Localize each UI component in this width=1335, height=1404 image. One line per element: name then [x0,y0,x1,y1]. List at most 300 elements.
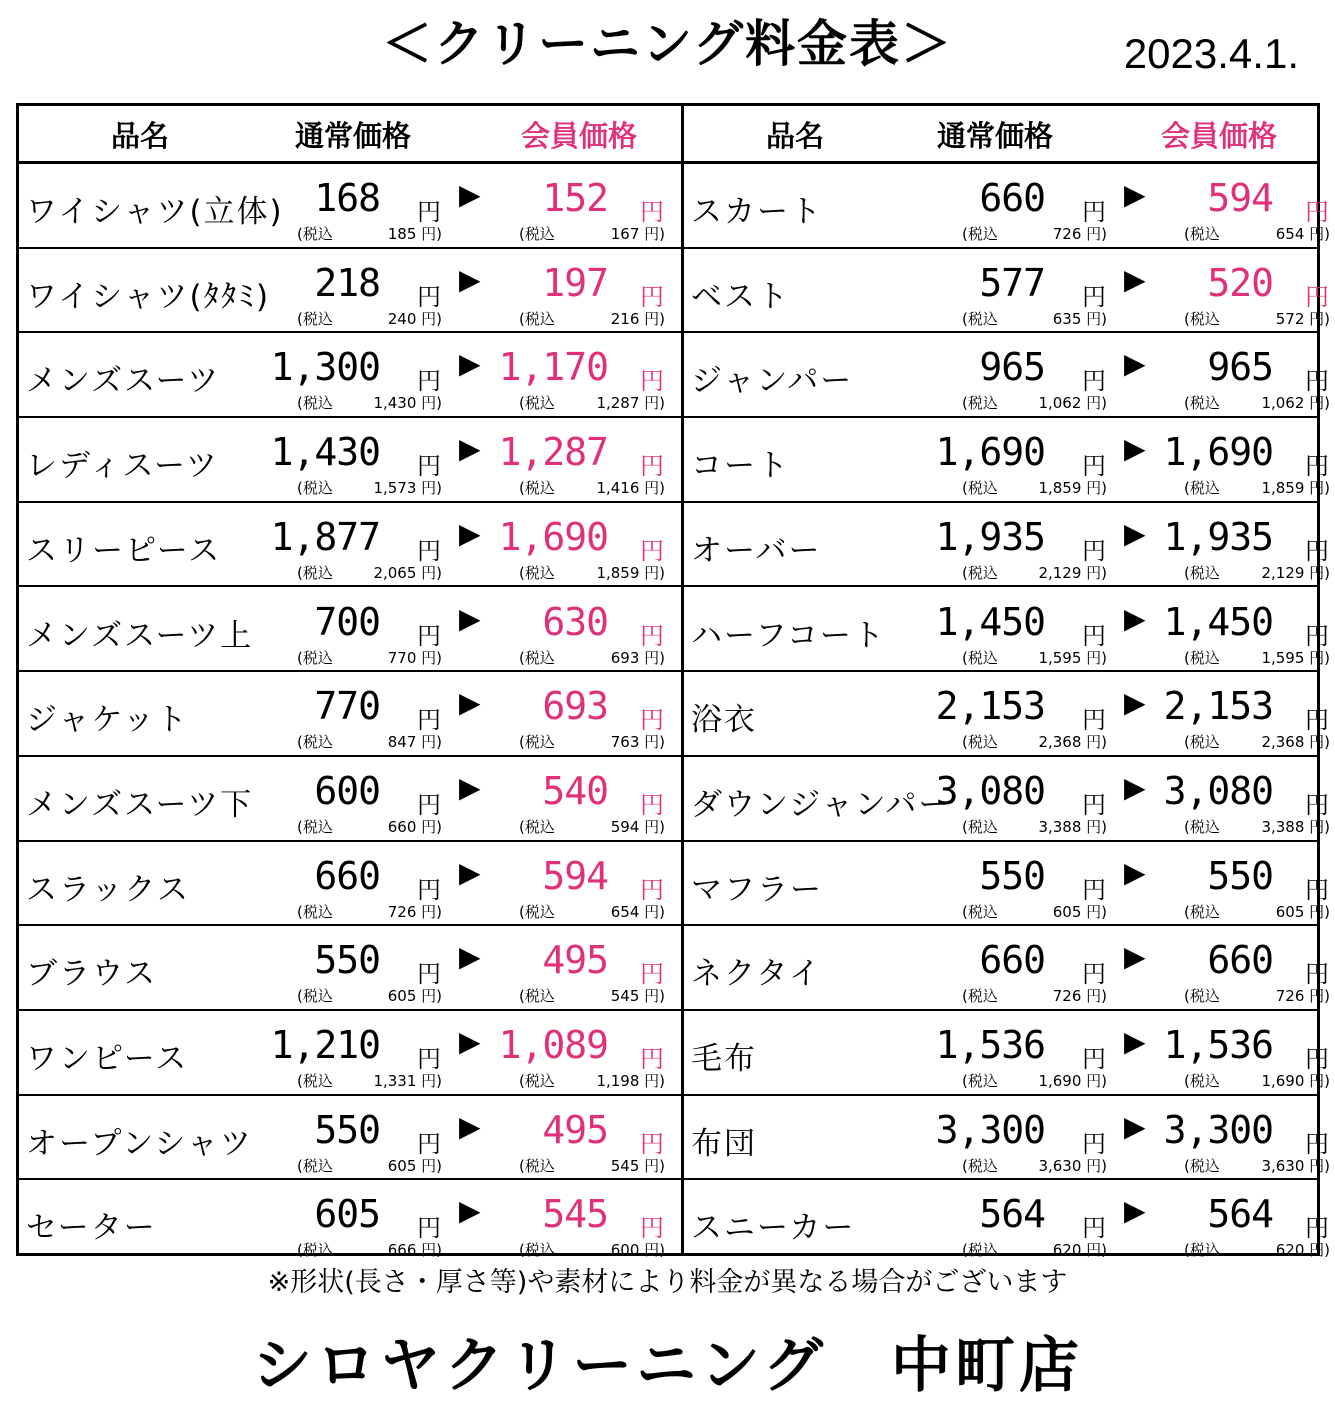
tax-label: (税込 [962,479,998,498]
member-price-with-tax: 2,129 円) [1261,563,1330,582]
price-entry [684,672,1335,755]
member-price: 594 [1207,176,1273,220]
arrow-icon: ▶ [1124,770,1146,804]
yen-unit: 円 [1082,282,1106,311]
item-name: ワイシャツ(ﾀﾀﾐ) [26,278,271,315]
regular-price: 660 [314,853,380,898]
tax-label: (税込 [297,1241,333,1260]
price-entry [19,249,680,332]
item-name: スリーピース [26,532,222,569]
member-price: 1,287 [498,430,608,475]
regular-price: 2,153 [935,684,1045,729]
member-price-with-tax: 572 円) [1275,309,1330,328]
tax-label: (税込 [1184,225,1220,243]
price-entry [684,418,1335,501]
yen-unit: 円 [417,621,441,650]
regular-price-with-tax: 605 円) [387,1156,442,1175]
tax-label: (税込 [1184,733,1220,752]
yen-unit: 円 [1082,1214,1106,1243]
yen-unit: 円 [1305,621,1329,650]
effective-date: 2023.4.1. [1123,30,1299,77]
arrow-icon: ▶ [459,601,481,635]
regular-price-with-tax: 1,062 円) [1038,394,1107,413]
member-price: 197 [542,260,608,305]
member-price-with-tax: 654 円) [610,902,665,921]
tax-label: (税込 [519,309,555,328]
table-row [19,333,1330,418]
yen-unit: 円 [1305,875,1329,904]
item-name: スカート [691,194,823,230]
arrow-icon: ▶ [1124,855,1146,889]
tax-label: (税込 [519,987,555,1006]
member-price-with-tax: 1,198 円) [596,1072,665,1090]
regular-price: 218 [314,260,380,305]
tax-label: (税込 [519,563,555,582]
regular-price: 600 [314,768,380,813]
arrow-icon: ▶ [1124,1109,1146,1143]
arrow-icon: ▶ [459,1194,481,1228]
yen-unit: 円 [417,960,441,989]
price-entry [19,672,680,755]
member-price: 1,170 [498,345,608,390]
yen-unit: 円 [640,1214,664,1243]
yen-unit: 円 [640,282,664,311]
regular-price: 1,210 [270,1023,380,1067]
yen-unit: 円 [1305,367,1329,396]
item-name: スラックス [26,871,191,908]
arrow-icon: ▶ [459,686,481,720]
header-item-name-left: 品名 [111,119,170,153]
item-name: メンズスーツ [26,363,221,400]
regular-price-with-tax: 605 円) [387,987,442,1006]
price-entry [19,1011,680,1094]
yen-unit: 円 [640,621,664,650]
member-price: 564 [1207,1192,1273,1237]
item-name: ネクタイ [691,956,822,993]
member-price-with-tax: 1,062 円) [1261,394,1330,413]
yen-unit: 円 [417,1129,441,1158]
regular-price-with-tax: 660 円) [387,817,442,836]
member-price: 965 [1207,345,1273,390]
yen-unit: 円 [1305,282,1329,311]
regular-price-with-tax: 185 円) [387,225,442,243]
arrow-icon: ▶ [1124,1194,1146,1228]
tax-label: (税込 [1184,648,1220,667]
table-row [19,672,1330,757]
yen-unit: 円 [417,452,441,481]
regular-price: 564 [979,1192,1045,1237]
item-name: セーター [26,1210,157,1247]
member-price: 660 [1207,938,1273,983]
item-name: ハーフコート [691,617,886,654]
member-price-with-tax: 1,690 円) [1261,1072,1330,1090]
regular-price: 550 [314,1107,380,1152]
regular-price: 3,300 [935,1107,1045,1152]
regular-price-with-tax: 635 円) [1052,309,1107,328]
regular-price: 1,877 [270,514,380,559]
price-entry [684,926,1335,1009]
tax-label: (税込 [519,902,555,921]
tax-label: (税込 [297,648,333,667]
item-name: オーバー [691,532,822,569]
member-price-with-tax: 1,287 円) [596,394,665,413]
yen-unit: 円 [417,1214,441,1243]
yen-unit: 円 [1082,790,1106,819]
tax-label: (税込 [962,1072,998,1090]
regular-price: 550 [314,938,380,983]
arrow-icon: ▶ [459,262,481,296]
price-entry [19,418,680,501]
tax-label: (税込 [1184,1241,1220,1260]
arrow-icon: ▶ [1124,1025,1146,1058]
member-price-with-tax: 654 円) [1275,225,1330,243]
price-entry [684,842,1335,925]
item-name: ジャンパー [691,363,854,400]
member-price: 550 [1207,853,1273,898]
member-price-with-tax: 3,630 円) [1261,1156,1330,1175]
regular-price-with-tax: 847 円) [387,733,442,752]
price-entry [19,757,680,840]
tax-label: (税込 [519,817,555,836]
price-entry [19,1180,680,1265]
yen-unit: 円 [417,367,441,396]
member-price-with-tax: 545 円) [610,987,665,1006]
tax-label: (税込 [1184,394,1220,413]
table-row [19,1180,1330,1265]
item-name: ワイシャツ(立体) [26,194,284,230]
member-price-with-tax: 167 円) [610,225,665,243]
arrow-icon: ▶ [459,347,481,381]
item-name: 浴衣 [691,702,757,739]
regular-price-with-tax: 620 円) [1052,1241,1107,1260]
member-price-with-tax: 605 円) [1275,902,1330,921]
price-entry [684,757,1335,840]
member-price-with-tax: 620 円) [1275,1241,1330,1260]
tax-label: (税込 [962,394,998,413]
regular-price-with-tax: 726 円) [1052,225,1107,243]
member-price: 1,935 [1163,514,1273,559]
tax-label: (税込 [1184,902,1220,921]
tax-label: (税込 [962,225,998,243]
yen-unit: 円 [640,1045,664,1073]
shop-name: シロヤクリーニング 中町店 [252,1331,1083,1401]
regular-price: 1,430 [270,430,380,475]
tax-label: (税込 [519,479,555,498]
arrow-icon: ▶ [1124,686,1146,720]
regular-price-with-tax: 666 円) [387,1241,442,1260]
table-row [19,588,1330,673]
tax-label: (税込 [297,987,333,1006]
item-name: ジャケット [26,702,189,739]
table-row [19,164,1330,249]
price-entry [19,164,680,247]
regular-price-with-tax: 2,368 円) [1038,733,1107,752]
item-name: メンズスーツ上 [26,617,254,654]
arrow-icon: ▶ [459,432,481,466]
yen-unit: 円 [1305,1045,1329,1073]
arrow-icon: ▶ [459,516,481,550]
yen-unit: 円 [1305,960,1329,989]
regular-price: 770 [314,684,380,729]
yen-unit: 円 [640,790,664,819]
yen-unit: 円 [1082,452,1106,481]
yen-unit: 円 [417,875,441,904]
member-price: 1,536 [1163,1023,1273,1067]
arrow-icon: ▶ [459,770,481,804]
tax-label: (税込 [962,902,998,921]
member-price-with-tax: 600 円) [610,1241,665,1260]
tax-label: (税込 [1184,1072,1220,1090]
yen-unit: 円 [1082,536,1106,565]
arrow-icon: ▶ [1124,516,1146,550]
member-price: 1,450 [1163,599,1273,644]
price-entry [19,842,680,925]
tax-label: (税込 [519,225,555,243]
yen-unit: 円 [640,706,664,735]
yen-unit: 円 [1082,621,1106,650]
regular-price: 660 [979,176,1045,220]
member-price: 495 [542,1107,608,1152]
regular-price: 660 [979,938,1045,983]
item-name: コート [691,448,790,485]
tax-label: (税込 [519,1241,555,1260]
regular-price: 577 [979,260,1045,305]
member-price-with-tax: 2,368 円) [1261,733,1330,752]
item-name: 布団 [691,1125,757,1162]
tax-label: (税込 [962,733,998,752]
tax-label: (税込 [297,1072,333,1090]
member-price-with-tax: 1,859 円) [1261,479,1330,498]
yen-unit: 円 [417,790,441,819]
yen-unit: 円 [1082,367,1106,396]
header-item-name-right: 品名 [766,119,825,153]
tax-label: (税込 [297,309,333,328]
member-price: 495 [542,938,608,983]
arrow-icon: ▶ [1124,262,1146,296]
member-price-with-tax: 763 円) [610,733,665,752]
item-name: ダウンジャンパー [691,786,952,823]
tax-label: (税込 [962,563,998,582]
member-price-with-tax: 726 円) [1275,987,1330,1006]
regular-price: 168 [314,176,380,220]
item-name: オープンシャツ [26,1125,253,1162]
tax-label: (税込 [1184,1156,1220,1175]
yen-unit: 円 [1082,706,1106,735]
regular-price-with-tax: 1,690 円) [1038,1072,1107,1090]
member-price: 693 [542,684,608,729]
regular-price-with-tax: 1,595 円) [1038,648,1107,667]
price-entry [684,249,1335,332]
price-entry [19,503,680,586]
price-entry [684,503,1335,586]
member-price: 520 [1207,260,1273,305]
yen-unit: 円 [640,198,664,226]
regular-price: 605 [314,1192,380,1237]
tax-label: (税込 [519,394,555,413]
tax-label: (税込 [297,902,333,921]
price-entry [684,588,1335,671]
yen-unit: 円 [1305,536,1329,565]
yen-unit: 円 [640,1129,664,1158]
regular-price: 3,080 [935,768,1045,813]
regular-price-with-tax: 726 円) [387,902,442,921]
yen-unit: 円 [1305,452,1329,481]
tax-label: (税込 [1184,479,1220,498]
member-price-with-tax: 1,859 円) [596,563,665,582]
tax-label: (税込 [297,563,333,582]
item-name: 毛布 [691,1041,757,1077]
yen-unit: 円 [640,536,664,565]
regular-price: 1,300 [270,345,380,390]
tax-label: (税込 [962,1241,998,1260]
price-entry [684,333,1335,416]
yen-unit: 円 [640,367,664,396]
regular-price: 965 [979,345,1045,390]
yen-unit: 円 [640,960,664,989]
yen-unit: 円 [417,536,441,565]
yen-unit: 円 [417,282,441,311]
yen-unit: 円 [1082,1129,1106,1158]
item-name: ブラウス [26,956,158,993]
member-price-with-tax: 1,595 円) [1261,648,1330,667]
tax-label: (税込 [962,817,998,836]
member-price: 1,690 [1163,430,1273,475]
tax-label: (税込 [1184,563,1220,582]
tax-label: (税込 [297,733,333,752]
yen-unit: 円 [417,1045,441,1073]
tax-label: (税込 [962,648,998,667]
tax-label: (税込 [519,1072,555,1090]
item-name: メンズスーツ下 [26,786,254,823]
regular-price-with-tax: 3,630 円) [1038,1156,1107,1175]
table-row [19,1096,1330,1181]
yen-unit: 円 [1082,960,1106,989]
yen-unit: 円 [417,198,441,226]
member-price: 152 [542,176,608,220]
price-entry [19,1096,680,1179]
member-price-with-tax: 3,388 円) [1261,817,1330,836]
arrow-icon: ▶ [1124,940,1146,974]
item-name: ワンピース [26,1041,189,1077]
member-price-with-tax: 1,416 円) [596,479,665,498]
member-price: 594 [542,853,608,898]
item-name: スニーカー [691,1210,856,1247]
member-price-with-tax: 545 円) [610,1156,665,1175]
item-name: レディスーツ [26,448,219,485]
item-name: ベスト [691,278,790,315]
arrow-icon: ▶ [459,940,481,974]
yen-unit: 円 [1305,1129,1329,1158]
member-price-with-tax: 693 円) [610,648,665,667]
yen-unit: 円 [1305,706,1329,735]
regular-price-with-tax: 2,065 円) [373,563,442,582]
yen-unit: 円 [1305,1214,1329,1243]
table-header [19,106,1317,164]
arrow-icon: ▶ [1124,178,1146,211]
regular-price-with-tax: 1,573 円) [373,479,442,498]
tax-label: (税込 [297,1156,333,1175]
regular-price: 550 [979,853,1045,898]
item-name: マフラー [691,871,823,908]
price-entry [19,333,680,416]
header-regular-price-left: 通常価格 [295,119,412,153]
arrow-icon: ▶ [459,1109,481,1143]
regular-price: 1,935 [935,514,1045,559]
header-member-price-right: 会員価格 [1161,119,1278,153]
arrow-icon: ▶ [459,1025,481,1058]
tax-label: (税込 [519,733,555,752]
member-price: 1,690 [498,514,608,559]
member-price: 1,089 [498,1023,608,1067]
arrow-icon: ▶ [459,178,481,211]
table-row [19,926,1330,1011]
regular-price-with-tax: 1,331 円) [373,1072,442,1090]
table-row [19,842,1330,927]
tax-label: (税込 [297,817,333,836]
member-price: 2,153 [1163,684,1273,729]
header-member-price-left: 会員価格 [521,119,638,153]
table-row [19,249,1330,334]
tax-label: (税込 [962,309,998,328]
yen-unit: 円 [1082,198,1106,226]
table-row [19,757,1330,842]
yen-unit: 円 [640,875,664,904]
pricing-note: ※形状(長さ・厚さ等)や素材により料金が異なる場合がございます [267,1267,1068,1298]
tax-label: (税込 [1184,987,1220,1006]
member-price-with-tax: 216 円) [610,309,665,328]
tax-label: (税込 [962,1156,998,1175]
yen-unit: 円 [1305,790,1329,819]
arrow-icon: ▶ [1124,432,1146,466]
table-row [19,1011,1330,1096]
tax-label: (税込 [519,648,555,667]
regular-price-with-tax: 2,129 円) [1038,563,1107,582]
price-entry [19,926,680,1009]
yen-unit: 円 [640,452,664,481]
price-entry [684,1011,1335,1094]
table-row [19,503,1330,588]
tax-label: (税込 [1184,309,1220,328]
regular-price-with-tax: 3,388 円) [1038,817,1107,836]
member-price: 3,080 [1163,768,1273,813]
member-price: 540 [542,768,608,813]
price-entry [684,1096,1335,1179]
yen-unit: 円 [1082,1045,1106,1073]
arrow-icon: ▶ [1124,601,1146,635]
price-entry [684,164,1335,247]
regular-price: 1,450 [935,599,1045,644]
regular-price-with-tax: 240 円) [387,309,442,328]
member-price: 545 [542,1192,608,1237]
regular-price: 1,536 [935,1023,1045,1067]
arrow-icon: ▶ [459,855,481,889]
regular-price-with-tax: 1,430 円) [373,394,442,413]
tax-label: (税込 [519,1156,555,1175]
regular-price-with-tax: 770 円) [387,648,442,667]
regular-price: 1,690 [935,430,1045,475]
regular-price-with-tax: 605 円) [1052,902,1107,921]
price-entry [19,588,680,671]
price-entry [684,1180,1335,1265]
arrow-icon: ▶ [1124,347,1146,381]
tax-label: (税込 [1184,817,1220,836]
tax-label: (税込 [297,225,333,243]
member-price: 630 [542,599,608,644]
price-table [16,103,1330,1260]
yen-unit: 円 [1305,198,1329,226]
page-title: ＜クリーニング料金表＞ [382,15,953,73]
member-price: 3,300 [1163,1107,1273,1152]
